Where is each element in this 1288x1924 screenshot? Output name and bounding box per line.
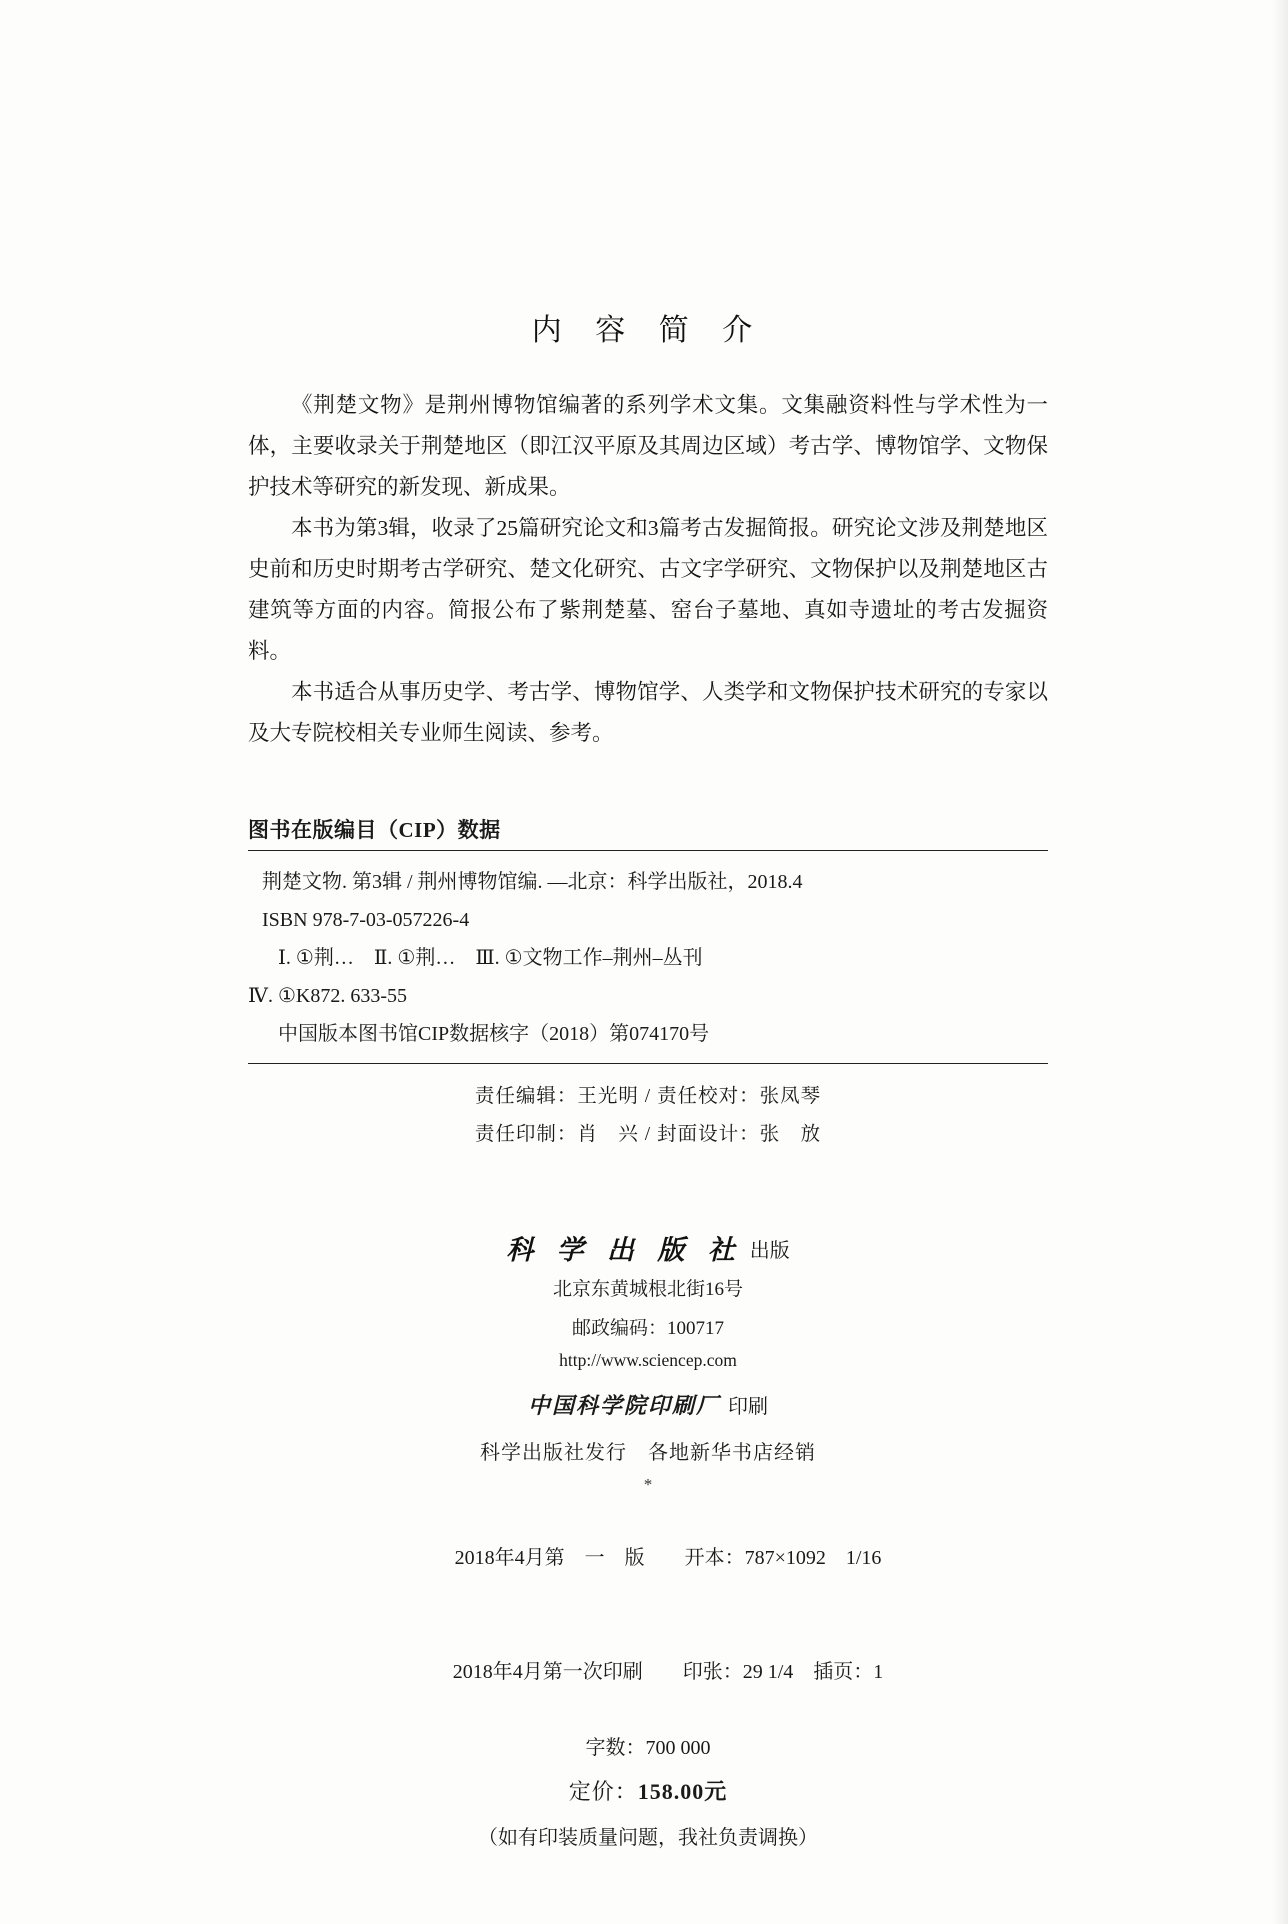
cip-line: Ⅰ. ①荆… Ⅱ. ①荆… Ⅲ. ①文物工作–荆州–丛刊 [278,947,703,969]
abstract-paragraph: 本书适合从事历史学、考古学、博物馆学、人类学和文物保护技术研究的专家以及大专院校相关专业师生阅读、参考。 [248,680,1048,745]
separator-asterisk: * [643,1475,653,1494]
cip-title: 图书在版编目（CIP）数据 [248,818,501,842]
page-edge-shading [1272,0,1288,1924]
wordcount-line: 字数：700 000 [585,1737,711,1759]
cip-line: ISBN 978-7-03-057226-4 [262,909,470,931]
price-line [248,1773,1048,1811]
publisher-name-suffix: 出版 [749,1238,790,1262]
detail-row [248,1615,1048,1729]
cip-block [248,814,1048,1154]
publisher-name-text: 科 学 出 版 社 [506,1235,742,1266]
distribution-line: 科学出版社发行 各地新华书店经销 [480,1442,816,1464]
printer-name-text: 中国科学院印刷厂 [527,1393,720,1418]
printer-name [248,1389,1048,1420]
format-line: 开本：787×1092 1/16 [684,1547,882,1569]
printing-details [248,1501,1048,1857]
price-label: 定价： [568,1779,638,1804]
page-title: 内 容 简 介 [531,313,765,348]
sheets-line: 印张：29 1/4 插页：1 [682,1661,884,1683]
page-content [248,0,1048,1857]
publisher-address: 北京东黄城根北街16号 [552,1279,743,1300]
publisher-block [248,1228,1048,1495]
publisher-url[interactable]: http://www.sciencep.com [559,1350,737,1370]
staff-line: 责任印制：肖 兴 / 封面设计：张 放 [474,1124,822,1145]
staff-credits [248,1064,1048,1154]
cip-line: 荆楚文物. 第3辑 / 荆州博物馆编. —北京：科学出版社，2018.4 [262,871,803,893]
cip-body [248,851,1048,1063]
publisher-postcode: 邮政编码：100717 [571,1318,724,1339]
edition-line: 2018年4月第 一 版 [454,1547,645,1569]
cip-line: 中国版本图书馆CIP数据核字（2018）第074170号 [278,1023,710,1045]
price-value: 158.00元 [637,1779,728,1804]
abstract-paragraph: 本书为第3辑，收录了25篇研究论文和3篇考古发掘简报。研究论文涉及荆楚地区史前和历史时期考古学研究、楚文化研究、古文字学研究、文物保护以及荆楚地区古建筑等方面的内容。简报公布了紫荆楚墓、窑台子墓地、真如寺遗址的考古发掘资料。 [248,516,1048,663]
publisher-name [248,1228,1048,1267]
printer-name-suffix: 印刷 [728,1396,768,1418]
staff-line: 责任编辑：王光明 / 责任校对：张凤琴 [474,1086,822,1107]
abstract-paragraph: 《荆楚文物》是荆州博物馆编著的系列学术文集。文集融资料性与学术性为一体，主要收录关于荆楚地区（即江汉平原及其周边区域）考古学、博物馆学、文物保护技术等研究的新发现、新成果。 [248,393,1048,499]
detail-row [248,1501,1048,1615]
cip-line: Ⅳ. ①K872. 633-55 [248,985,408,1007]
impression-line: 2018年4月第一次印刷 [452,1661,643,1683]
abstract-section [248,385,1048,754]
quality-note: （如有印装质量问题，我社负责调换） [478,1827,818,1849]
